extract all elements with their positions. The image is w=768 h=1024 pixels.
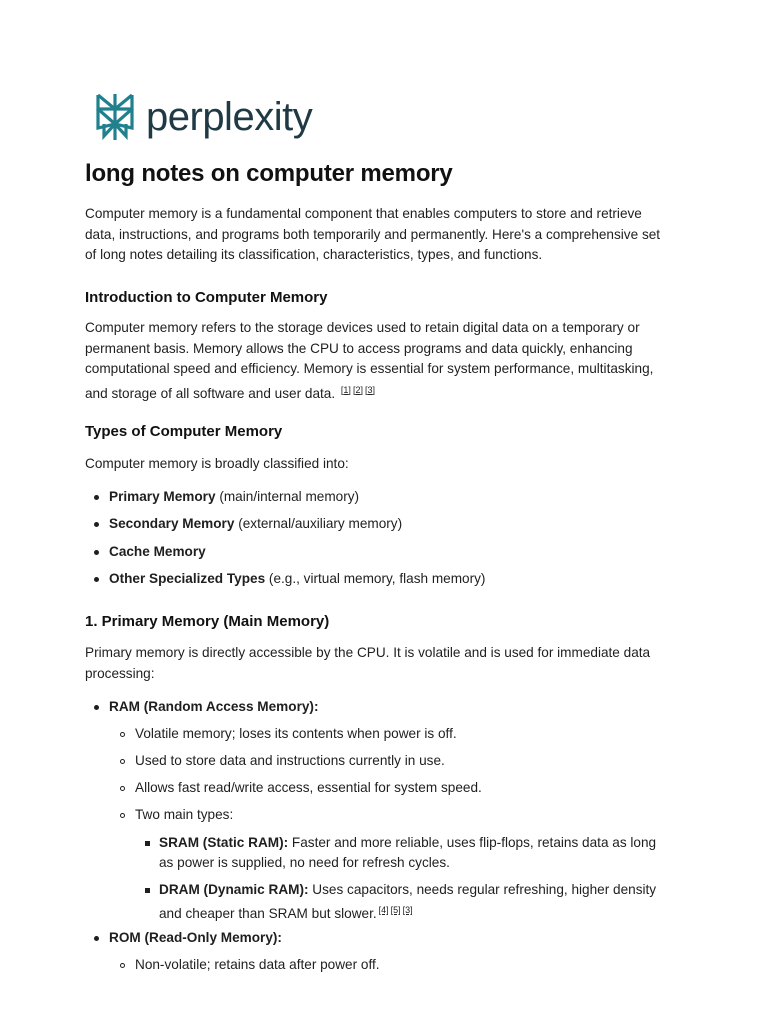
paragraph-line: Computer memory refers to the storage devices used to retain digital data on a temporary or bbox=[85, 320, 640, 335]
list-item-desc: (main/internal memory) bbox=[215, 489, 360, 504]
bullet-circle bbox=[120, 732, 125, 737]
bullet-circle bbox=[120, 963, 125, 968]
bullet-circle bbox=[120, 813, 125, 818]
introduction-paragraph bbox=[85, 318, 685, 404]
perplexity-logo-icon bbox=[94, 92, 136, 142]
bullet-circle bbox=[120, 759, 125, 764]
sram-label: SRAM (Static RAM): bbox=[159, 835, 289, 850]
bullet-disc bbox=[94, 936, 99, 941]
paragraph-line: permanent basis. Memory allows the CPU to access programs and data quickly, enhancing bbox=[85, 340, 633, 356]
list-item-desc: (e.g., virtual memory, flash memory) bbox=[265, 571, 486, 586]
intro-line: of long notes detailing its classification, characteristics, types, and functions. bbox=[85, 247, 543, 262]
sub-item-text: Allows fast read/write access, essential for system speed. bbox=[135, 780, 482, 795]
citation-link[interactable]: [5] bbox=[390, 905, 401, 915]
dram-desc: and cheaper than SRAM but slower. bbox=[159, 906, 377, 921]
list-item-term: Other Specialized Types bbox=[109, 571, 266, 586]
list-item-term: Cache Memory bbox=[109, 544, 206, 559]
intro-paragraph bbox=[85, 204, 685, 266]
dram-label: DRAM (Dynamic RAM): bbox=[159, 882, 309, 897]
list-item-term: Secondary Memory bbox=[109, 516, 235, 531]
citation-link[interactable]: [2] bbox=[352, 384, 363, 395]
bullet-circle bbox=[120, 786, 125, 791]
list-item-desc: (external/auxiliary memory) bbox=[234, 516, 403, 531]
intro-line: Computer memory is a fundamental component that enables computers to store and retrieve bbox=[85, 206, 642, 221]
bullet-square bbox=[145, 841, 150, 846]
brand-wordmark: perplexity bbox=[146, 95, 313, 139]
paragraph-line: processing: bbox=[85, 665, 155, 681]
bullet-disc bbox=[94, 522, 99, 527]
types-lead: Computer memory is broadly classified into: bbox=[85, 456, 349, 471]
citation-link[interactable]: [1] bbox=[340, 384, 351, 395]
ram-label: RAM (Random Access Memory): bbox=[109, 699, 319, 714]
sub-item-text: Two main types: bbox=[135, 807, 234, 822]
intro-line: data, instructions, and programs both temporarily and permanently. Here's a comprehensive set bbox=[85, 226, 661, 242]
brand-logo bbox=[94, 92, 312, 142]
list-item-term: Primary Memory bbox=[109, 489, 216, 504]
bullet-disc bbox=[94, 550, 99, 555]
paragraph-line: Primary memory is directly accessible by the CPU. It is volatile and is used for immediate data bbox=[85, 645, 651, 660]
sub-item-text: Non-volatile; retains data after power off. bbox=[135, 957, 380, 972]
rom-label: ROM (Read-Only Memory): bbox=[109, 930, 282, 945]
dram-desc: Uses capacitors, needs regular refreshing, higher density bbox=[308, 882, 657, 897]
sram-desc: as power is supplied, no need for refresh cycles. bbox=[159, 855, 450, 870]
sub-item-text: Volatile memory; loses its contents when power is off. bbox=[135, 726, 457, 741]
paragraph-line: and storage of all software and user data. bbox=[85, 385, 336, 401]
bullet-disc bbox=[94, 577, 99, 582]
paragraph-line: computational speed and efficiency. Memory is essential for system performance, multitasking, bbox=[85, 361, 654, 376]
page-title: long notes on computer memory bbox=[85, 160, 453, 187]
sub-item-text: Used to store data and instructions currently in use. bbox=[135, 753, 445, 768]
citation-link[interactable]: [3] bbox=[364, 384, 375, 395]
citation-link[interactable]: [4] bbox=[378, 905, 389, 915]
sram-desc: Faster and more reliable, uses flip-flops, retains data as long bbox=[288, 835, 657, 850]
citation-link[interactable]: [3] bbox=[402, 905, 413, 915]
section-heading-primary-memory: 1. Primary Memory (Main Memory) bbox=[85, 613, 330, 630]
bullet-square bbox=[145, 888, 150, 893]
bullet-disc bbox=[94, 705, 99, 710]
primary-memory-lead bbox=[85, 643, 685, 684]
section-heading-types: Types of Computer Memory bbox=[85, 423, 283, 440]
section-heading-introduction: Introduction to Computer Memory bbox=[85, 289, 328, 306]
bullet-disc bbox=[94, 495, 99, 500]
